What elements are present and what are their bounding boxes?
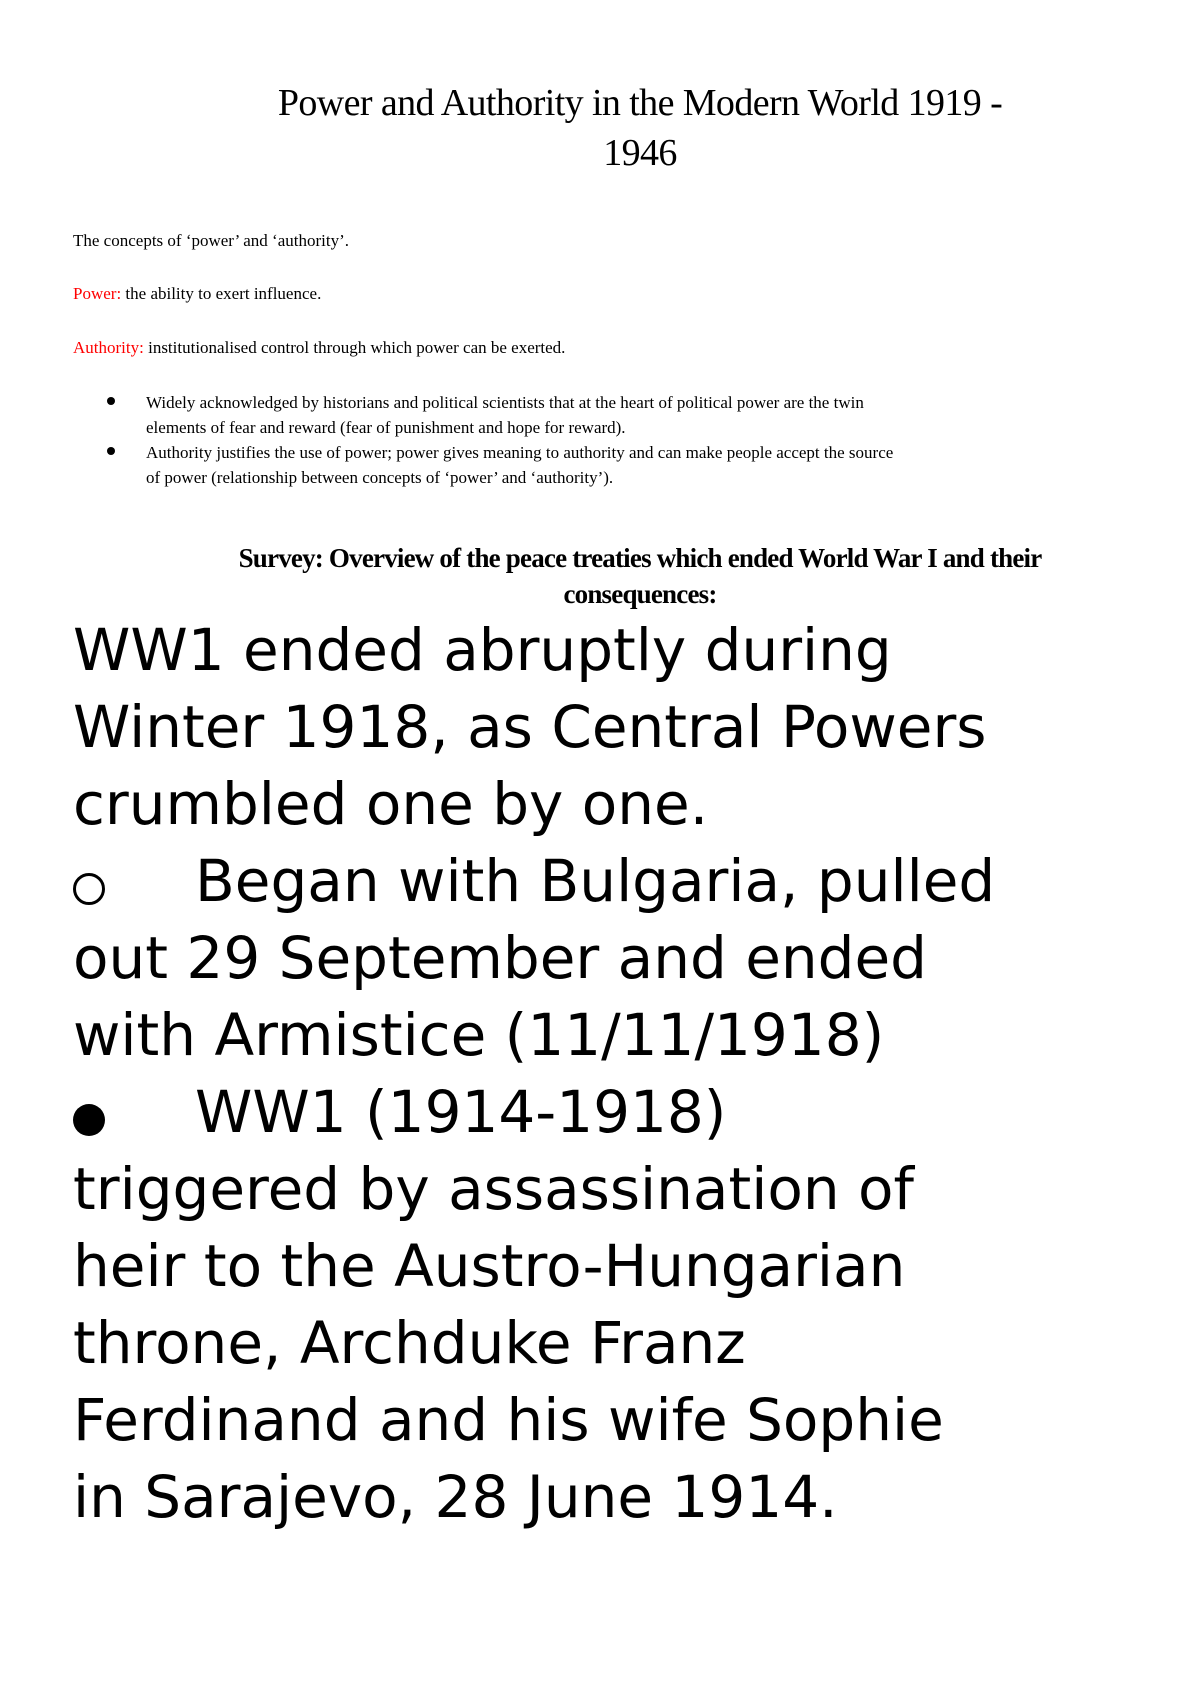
big-line: with Armistice (11/11/1918) [73,1001,885,1069]
large-body-text [73,612,1183,1536]
page-title [110,78,1170,178]
power-label: Power: [73,284,122,303]
title-line-2: 1946 [603,132,677,174]
bullet-2-line-1: Authority justifies the use of power; power gives meaning to authority and can make people accept the source [146,443,894,462]
big-line: throne, Archduke Franz [73,1309,746,1377]
sub-bullet-text: Began with Bulgaria, pulled [195,847,996,915]
survey-line-2: consequences: [563,579,717,609]
power-definition [73,283,321,305]
authority-label: Authority: [73,338,144,357]
bullet-icon [107,447,115,455]
big-line: in Sarajevo, 28 June 1914. [73,1463,838,1531]
bullet-icon [107,397,115,405]
concepts-bullet-list [73,390,1143,490]
disc-bullet-text: WW1 (1914-1918) [195,1078,727,1146]
bullet-1-line-2: elements of fear and reward (fear of punishment and hope for reward). [146,418,626,437]
bullet-2-line-2: of power (relationship between concepts of ‘power’ and ‘authority’). [146,468,614,487]
list-item [73,390,1143,440]
big-line: triggered by assassination of [73,1155,914,1223]
power-text: the ability to exert influence. [121,284,322,303]
authority-definition [73,337,565,359]
authority-text: institutionalised control through which power can be exerted. [143,338,566,357]
bullet-1-line-1: Widely acknowledged by historians and political scientists that at the heart of political power are the twin [146,393,864,412]
survey-heading [110,540,1170,612]
big-line: crumbled one by one. [73,770,709,838]
concepts-heading: The concepts of ‘power’ and ‘authority’. [73,231,349,250]
disc-bullet-first-line [73,1074,1183,1151]
big-line: Winter 1918, as Central Powers [73,693,987,761]
big-line: Ferdinand and his wife Sophie [73,1386,944,1454]
list-item [73,440,1143,490]
disc-bullet-icon [73,1074,195,1151]
survey-line-1: Survey: Overview of the peace treaties which ended World War I and their [238,543,1042,573]
sub-bullet-first-line [73,843,1183,920]
big-line: WW1 ended abruptly during [73,616,892,684]
title-line-1: Power and Authority in the Modern World 1919 - [277,82,1003,124]
big-line: heir to the Austro-Hungarian [73,1232,906,1300]
circle-bullet-icon [73,843,195,920]
big-line: out 29 September and ended [73,924,927,992]
